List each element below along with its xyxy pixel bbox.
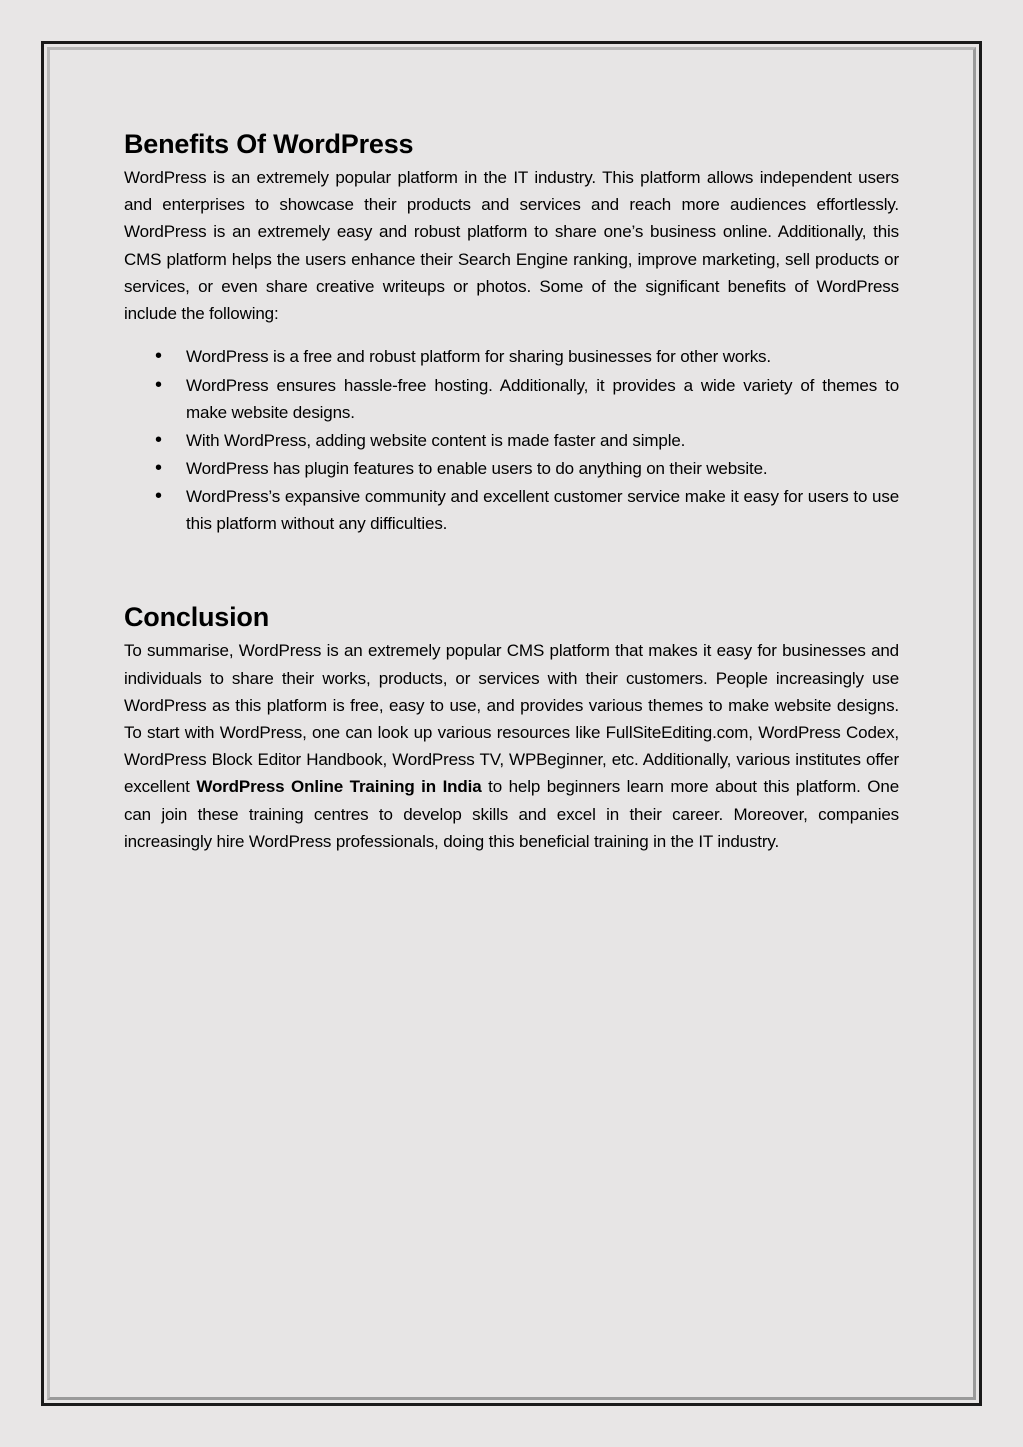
conclusion-heading: Conclusion (124, 602, 269, 633)
list-item: • WordPress’s expansive community and excellent customer service make it easy for users to use this platform without any difficulties. (124, 483, 899, 537)
benefits-intro: WordPress is an extremely popular platform in the IT industry. This platform allows independent users and enterprises to showcase their products and services and reach more audiences effortlessly. WordPress is an extremely easy and robust platform to share one’s business online. Additionally, this CMS platform helps the users enhance their Search Engine ranking, improve marketing, sell products or services, or even share creative writeups or photos. Some of the significant benefits of WordPress include the following: (124, 168, 899, 324)
training-link-text: WordPress Online Training in India (196, 777, 482, 797)
benefits-section (124, 124, 899, 537)
list-item: • WordPress ensures hassle-free hosting. Additionally, it provides a wide variety of themes to make website designs. (124, 372, 899, 426)
list-item: • WordPress is a free and robust platform for sharing businesses for other works. (124, 343, 899, 370)
conclusion-text-end: to help beginners learn more about this platform. One can join these training centres to develop skills and excel in their career. Moreover, companies increasingly hire WordPress professionals, doing this beneficial training in the IT industry. (124, 777, 899, 851)
conclusion-text-start: To summarise, WordPress is an extremely popular CMS platform that makes it easy for businesses and individuals to share their works, products, or services with their customers. People increasingly use WordPress as this platform is free, easy to use, and provides various themes to make website designs. To start with WordPress, one can look up various resources like FullSiteEditing.com, WordPress Codex, WordPress Block Editor Handbook, WordPress TV, WPBeginner, etc. Additionally, various institutes offer excellent (124, 641, 899, 797)
conclusion-section (124, 597, 899, 855)
conclusion-paragraph (124, 637, 899, 855)
list-item: • WordPress has plugin features to enable users to do anything on their website. (124, 455, 899, 482)
document-content (124, 124, 899, 855)
list-item: • With WordPress, adding website content is made faster and simple. (124, 427, 899, 454)
benefits-list (124, 343, 899, 537)
benefits-heading: Benefits Of WordPress (124, 129, 414, 159)
